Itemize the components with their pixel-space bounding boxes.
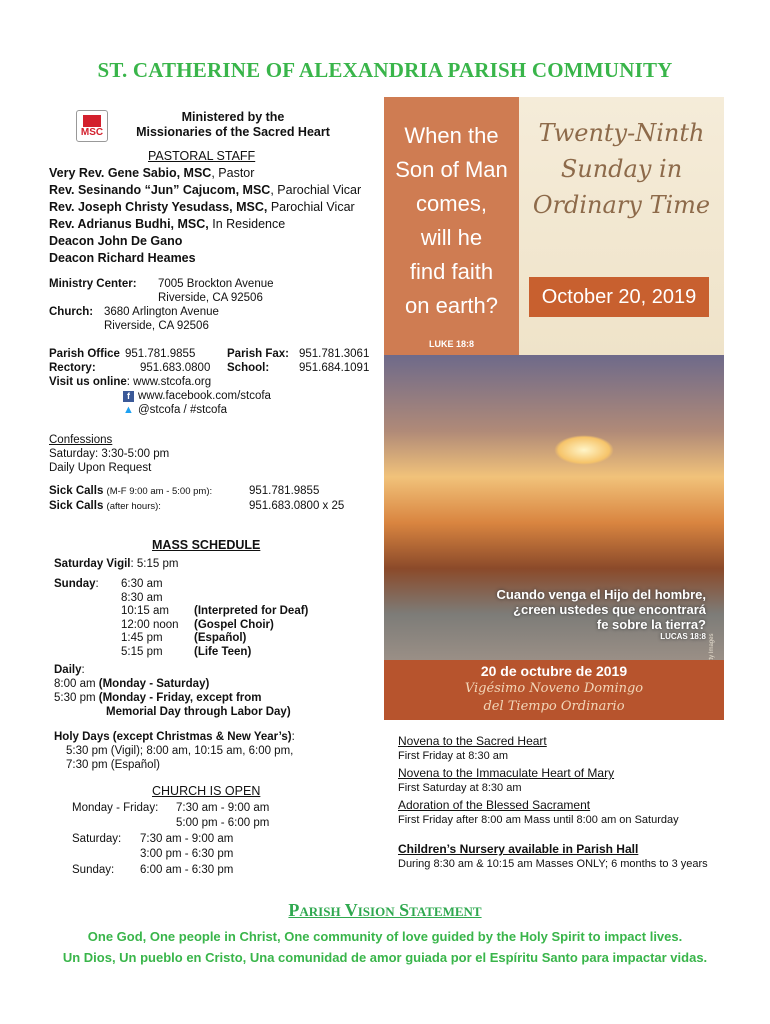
staff-row [49, 182, 379, 199]
office-label: Parish Office [49, 348, 120, 360]
website-link[interactable]: www.stcofa.org [133, 376, 212, 388]
hours-time: 3:00 pm - 6:30 pm [140, 848, 234, 860]
hours-row [72, 816, 372, 832]
vision-spanish: Un Dios, Un pueblo en Cristo, Una comunidad de amor guiada por el Espíritu Santo para impactar vidas. [62, 950, 708, 965]
facebook-icon: f [123, 391, 134, 402]
sacred-heart-icon [83, 115, 101, 127]
church-hours [72, 801, 372, 878]
cover-script-line: Sunday in [560, 155, 683, 183]
staff-row [49, 199, 379, 216]
cover-line: comes, [416, 191, 487, 216]
holy-days: Holy Days (except Christmas & New Year’s): 5:30 pm (Vigil); 8:00 am, 10:15 am, 6:00 pm, 7:30 pm (Español) [54, 730, 384, 772]
devotion-title: Children’s Nursery available in Parish Hall [398, 842, 639, 856]
hours-day: Sunday: [72, 864, 115, 876]
vision-heading: Parish Vision Statement [288, 900, 482, 920]
daily-note: (Monday - Saturday) [98, 678, 210, 690]
sick-phone: 951.683.0800 x 25 [249, 500, 345, 512]
fax-number: 951.781.3061 [299, 348, 370, 360]
twitter-icon: ▲ [123, 404, 134, 416]
fax-label: Parish Fax: [227, 348, 289, 360]
msc-logo [76, 110, 108, 142]
contact-row: Visit us online: www.stcofa.org [49, 376, 212, 388]
devotion-detail: First Saturday at 8:30 am [398, 782, 522, 794]
devotion-item [398, 766, 614, 795]
cover-ref: LUKE 18:8 [428, 339, 474, 349]
staff-name: Deacon John De Gano [49, 234, 183, 248]
hours-day: Saturday: [72, 833, 122, 845]
sunday-label-text: Sunday [54, 578, 96, 590]
devotion-item [398, 734, 547, 763]
sunday-mass-row [121, 645, 371, 659]
cover-spanish-line: fe sobre la tierra? [596, 617, 706, 632]
cover-date: October 20, 2019 [541, 286, 697, 308]
parish-title: ST. CATHERINE OF ALEXANDRIA PARISH COMMUNITY [97, 58, 673, 82]
mass-note: (Español) [194, 632, 247, 644]
sick-note: (M-F 9:00 am - 5:00 pm): [106, 486, 213, 497]
confessions-heading: Confessions [49, 434, 113, 446]
staff-list [49, 165, 379, 267]
sunday-label: Sunday: [54, 578, 99, 590]
devotion-detail: First Friday after 8:00 am Mass until 8:00 am on Saturday [398, 814, 679, 826]
church-addr2: Riverside, CA 92506 [104, 320, 209, 332]
contact-row [49, 389, 379, 403]
visit-label: Visit us online [49, 376, 127, 388]
cover-bottom-band [384, 660, 724, 720]
sunday-mass-row [121, 577, 371, 591]
mass-time: 5:15 pm [121, 645, 163, 658]
sunday-mass-row [121, 591, 371, 605]
cover-spanish-line: ¿creen ustedes que encontrará [513, 602, 706, 617]
ministry-address [158, 277, 274, 305]
sunday-masses [121, 577, 371, 658]
sick-call-row [49, 499, 379, 514]
logo-text: MSC [80, 127, 104, 138]
daily-time: 5:30 pm [54, 692, 96, 704]
church-label-text: Church: [49, 306, 94, 318]
cover-script [519, 97, 724, 223]
cover-main-text [384, 97, 519, 323]
hours-day: Monday - Friday: [72, 802, 159, 814]
cover-script-line: Ordinary Time [532, 191, 711, 219]
sunday-mass-row [121, 618, 371, 632]
sunday-mass-row [121, 604, 371, 618]
hours-row [72, 847, 372, 863]
vision-english: One God, One people in Christ, One community of love guided by the Holy Spirit to impact lives. [87, 929, 683, 944]
vigil-time: 5:15 pm [136, 558, 179, 570]
cover-line: find faith [409, 259, 494, 284]
rectory-phone: 951.683.0800 [140, 362, 211, 374]
cover-spanish-ref: LUCAS 18:8 [660, 632, 706, 641]
contact-row [49, 361, 379, 375]
staff-role: Parochial Vicar [267, 200, 355, 214]
mass-note: (Life Teen) [194, 645, 252, 658]
daily-note: (Monday - Friday, except from [98, 692, 262, 704]
pastoral-staff-heading: PASTORAL STAFF [148, 149, 256, 163]
sunday-mass-row [121, 631, 371, 645]
staff-row [49, 233, 379, 250]
staff-role: , Parochial Vicar [270, 183, 362, 197]
mass-time: 1:45 pm [121, 632, 163, 644]
sick-label: Sick Calls [49, 485, 104, 497]
holy-days-label: Holy Days (except Christmas & New Year’s) [54, 731, 292, 743]
saturday-vigil: Saturday Vigil: 5:15 pm [54, 558, 179, 570]
cover-left-panel [384, 97, 519, 355]
cover-script-es-line: Vigésimo Noveno Domingo [464, 681, 644, 696]
mass-time: 6:30 am [121, 578, 163, 590]
cover-date-ribbon [529, 277, 709, 317]
staff-row [49, 250, 379, 267]
devotion-item [398, 798, 679, 827]
hours-time: 7:30 am - 9:00 am [176, 802, 270, 814]
devotion-title: Novena to the Immaculate Heart of Mary [398, 766, 615, 780]
church-label [49, 305, 93, 319]
cover-spanish [497, 587, 706, 642]
sick-label: Sick Calls [49, 500, 104, 512]
mass-time: 10:15 am [121, 605, 169, 617]
sick-calls [49, 484, 379, 514]
cover-date-es: 20 de octubre de 2019 [480, 663, 628, 679]
ministry-center-label [49, 277, 137, 291]
church-address [104, 305, 219, 333]
cover-spanish-line: Cuando venga el Hijo del hombre, [496, 587, 706, 602]
devotion-item [398, 842, 708, 871]
bulletin-cover [384, 97, 724, 720]
cover-script-es [384, 680, 724, 716]
sun-glow [554, 435, 614, 465]
twitter-link[interactable]: @stcofa / #stcofa [138, 404, 228, 416]
contacts [49, 347, 379, 417]
daily-time: 8:00 am [54, 678, 96, 690]
staff-row [49, 165, 379, 182]
school-phone: 951.684.1091 [299, 362, 370, 374]
devotion-title: Adoration of the Blessed Sacrament [398, 798, 591, 812]
sick-note: (after hours): [106, 501, 161, 512]
ministry-addr1: 7005 Brockton Avenue [158, 278, 274, 290]
cover-line: Son of Man [395, 157, 508, 182]
ministry-label: Ministry Center: [49, 278, 137, 290]
sick-phone: 951.781.9855 [249, 485, 320, 497]
facebook-link[interactable]: www.facebook.com/stcofa [138, 390, 271, 402]
daily-label: Daily [54, 664, 82, 676]
cover-script-es-line: del Tiempo Ordinario [483, 699, 625, 714]
hours-row [72, 863, 372, 878]
contact-row [49, 403, 379, 417]
holy-days-line1: 5:30 pm (Vigil); 8:00 am, 10:15 am, 6:00 pm, [66, 745, 294, 757]
staff-row [49, 216, 379, 233]
cover-line: When the [404, 123, 499, 148]
staff-name: Rev. Adrianus Budhi, MSC, [49, 217, 209, 231]
devotion-detail: During 8:30 am & 10:15 am Masses ONLY; 6 months to 3 years [398, 858, 708, 870]
vigil-label: Saturday Vigil [54, 558, 131, 570]
daily-masses: Daily: 8:00 am (Monday - Saturday) 5:30 pm (Monday - Friday, except from Memorial Day through Labor Day) [54, 663, 384, 719]
ministered-line2: Missionaries of the Sacred Heart [136, 125, 330, 139]
church-addr1: 3680 Arlington Avenue [104, 306, 219, 318]
staff-name: Rev. Joseph Christy Yesudass, MSC, [49, 200, 268, 214]
rectory-label: Rectory: [49, 362, 96, 374]
staff-name: Very Rev. Gene Sabio, MSC [49, 166, 212, 180]
staff-name: Deacon Richard Heames [49, 251, 196, 265]
mass-note: (Interpreted for Deaf) [194, 605, 309, 617]
hours-row [72, 801, 372, 816]
cover-script-line: Twenty-Ninth [538, 119, 705, 147]
cover-line: will he [420, 225, 483, 250]
mass-note: (Gospel Choir) [194, 618, 274, 631]
ministered-by [108, 110, 358, 140]
hours-time: 7:30 am - 9:00 am [140, 833, 234, 845]
sick-call-row [49, 484, 379, 499]
ministered-line1: Ministered by the [181, 110, 285, 124]
staff-role: , Pastor [211, 166, 255, 180]
school-label: School: [227, 362, 270, 374]
office-phone: 951.781.9855 [125, 348, 196, 360]
confessions-line1: Saturday: 3:30-5:00 pm [49, 448, 170, 460]
landscape-photo [384, 355, 724, 660]
church-open-heading: CHURCH IS OPEN [152, 784, 261, 798]
mass-schedule-heading: MASS SCHEDULE [152, 538, 261, 552]
devotion-title: Novena to the Sacred Heart [398, 734, 547, 748]
mass-time: 12:00 noon [121, 618, 179, 631]
ministry-addr2: Riverside, CA 92506 [158, 292, 263, 304]
confessions-line2: Daily Upon Request [49, 462, 152, 474]
hours-row [72, 832, 372, 847]
confessions [49, 433, 169, 475]
hours-time: 6:00 am - 6:30 pm [140, 864, 234, 876]
contact-row [49, 347, 379, 361]
hours-time: 5:00 pm - 6:00 pm [176, 817, 270, 829]
cover-line: on earth? [405, 293, 498, 318]
staff-name: Rev. Sesinando “Jun” Cajucom, MSC [49, 183, 271, 197]
mass-time: 8:30 am [121, 591, 163, 604]
holy-days-line2: 7:30 pm (Español) [66, 759, 160, 771]
staff-role: In Residence [208, 217, 286, 231]
daily-note-cont: Memorial Day through Labor Day) [106, 706, 291, 718]
devotion-detail: First Friday at 8:30 am [398, 750, 509, 762]
